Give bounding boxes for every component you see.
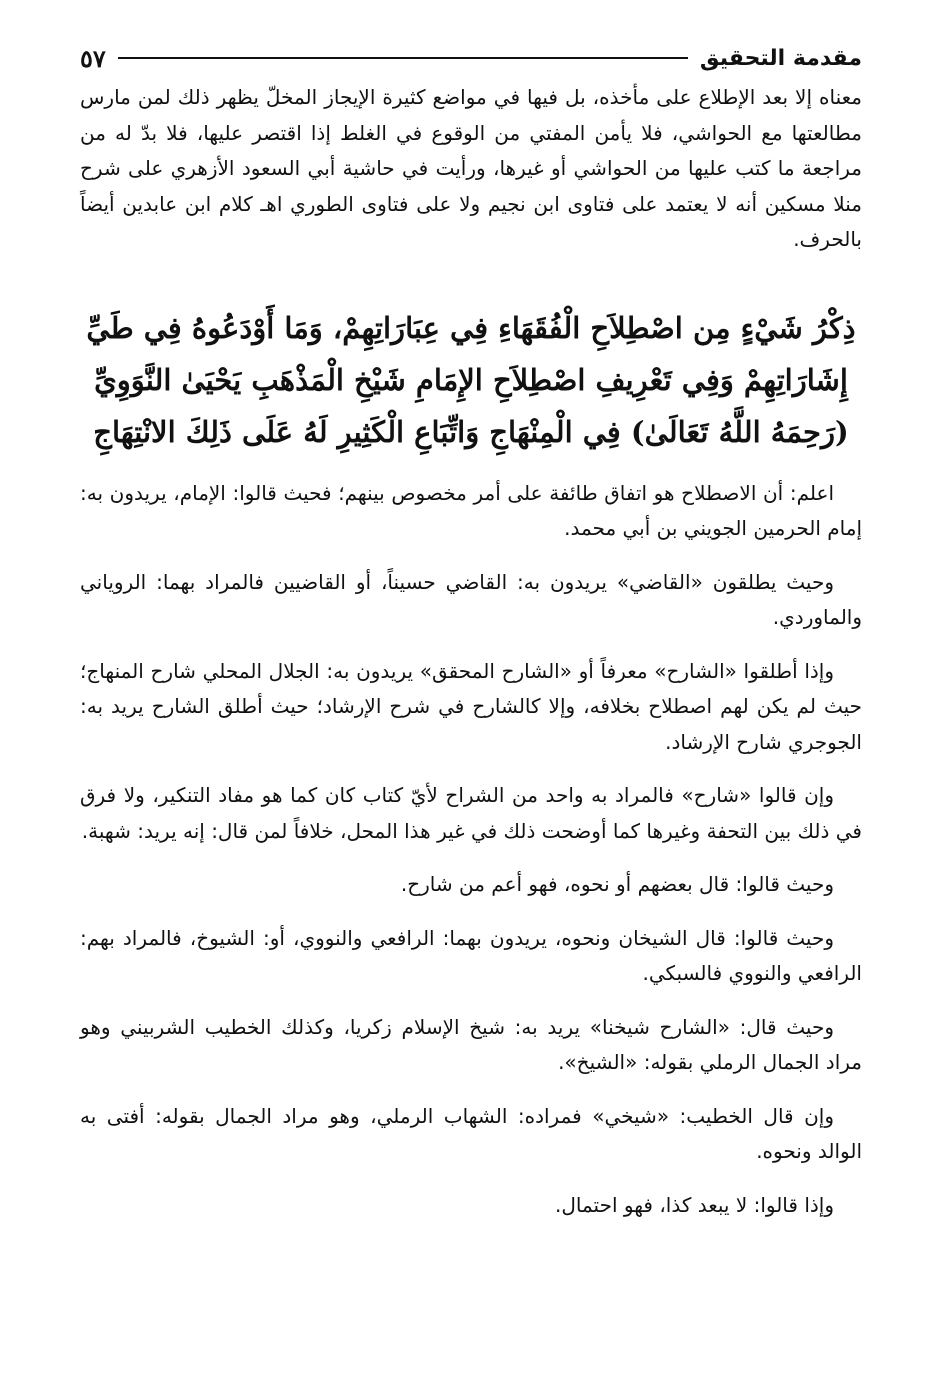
header-rule [118, 57, 688, 59]
running-title: مقدمة التحقيق [699, 45, 862, 71]
section-heading: ذِكْرُ شَيْءٍ مِن اصْطِلاَحِ الْفُقَهَاءِ فِي عِبَارَاتِهِمْ، وَمَا أَوْدَعُوهُ فِي طَيِّ إِشَارَاتِهِمْ وَفِي تَعْرِيفِ اصْطِلاَحِ الإِمَامِ شَيْخِ الْمَذْهَبِ يَحْيَىٰ النَّوَوِيِّ (رَحِمَهُ اللَّهُ تَعَالَىٰ) فِي الْمِنْهَاجِ وَاتِّبَاعِ الْكَثِيرِ لَهُ عَلَى ذَلِكَ الانْتِهَاجِ [86, 310, 856, 449]
paragraph-shaykhuna: وحيث قال: «الشارح شيخنا» يريد به: شيخ الإسلام زكريا، وكذلك الخطيب الشربيني وهو مراد الجمال الرملي بقوله: «الشيخ». [80, 1014, 862, 1074]
paragraph-shaykhan: وحيث قالوا: قال الشيخان ونحوه، يريدون بهما: الرافعي والنووي، أو: الشيوخ، فالمراد بهم: الرافعي والنووي فالسبكي. [80, 925, 862, 985]
paragraph-la-yabud: وإذا قالوا: لا يبعد كذا، فهو احتمال. [555, 1192, 834, 1217]
intro-paragraph: معناه إلا بعد الإطلاع على مأخذه، بل فيها في مواضع كثيرة الإيجاز المخلّ يظهر ذلك لمن مارس مطالعتها مع الحواشي، فلا يأمن المفتي من الوقوع في الغلط إذا اقتصر عليها، فلا بدّ له من مراجعة ما كتب عليها من الحواشي أو غيرها، ورأيت في حاشية أبي السعود الأزهري على شرح منلا مسكين أنه لا يعتمد على فتاوى ابن نجيم ولا على فتاوى الطوري اهـ كلام ابن عابدين أيضاً بالحرف. [80, 85, 862, 251]
paragraph-khatib: وإن قال الخطيب: «شيخي» فمراده: الشهاب الرملي، وهو مراد الجمال بقوله: أفتى به الوالد ونحوه. [80, 1103, 862, 1163]
paragraph-qadi: وحيث يطلقون «القاضي» يريدون به: القاضي حسيناً، أو القاضيين فالمراد بهما: الروياني والماوردي. [80, 569, 862, 629]
page-header [80, 38, 862, 78]
paragraph-sharih-indefinite: وإن قالوا «شارح» فالمراد به واحد من الشراح لأيّ كتاب كان كما هو مفاد التنكير، ولا فرق في ذلك بين التحفة وغيرها كما أوضحت ذلك في غير هذا المحل، خلافاً لمن قال: إنه يريد: شهبة. [80, 783, 862, 843]
paragraph-definition: اعلم: أن الاصطلاح هو اتفاق طائفة على أمر مخصوص بينهم؛ فحيث قالوا: الإمام، يريدون به: إمام الحرمين الجويني بن أبي محمد. [80, 480, 862, 540]
page-body [80, 80, 862, 1223]
paragraph-sharih-definite: وإذا أطلقوا «الشارح» معرفاً أو «الشارح المحقق» يريدون به: الجلال المحلي شارح المنهاج؛ حيث لم يكن لهم اصطلاح بخلافه، وإلا كالشارح في شرح الإرشاد؛ حيث أطلق الشارح يريد به: الجوجري شارح الإرشاد. [80, 658, 862, 754]
paragraph-list [80, 476, 862, 1224]
page-number: ٥٧ [80, 43, 106, 73]
paragraph-baduhum: وحيث قالوا: قال بعضهم أو نحوه، فهو أعم من شارح. [400, 872, 834, 896]
